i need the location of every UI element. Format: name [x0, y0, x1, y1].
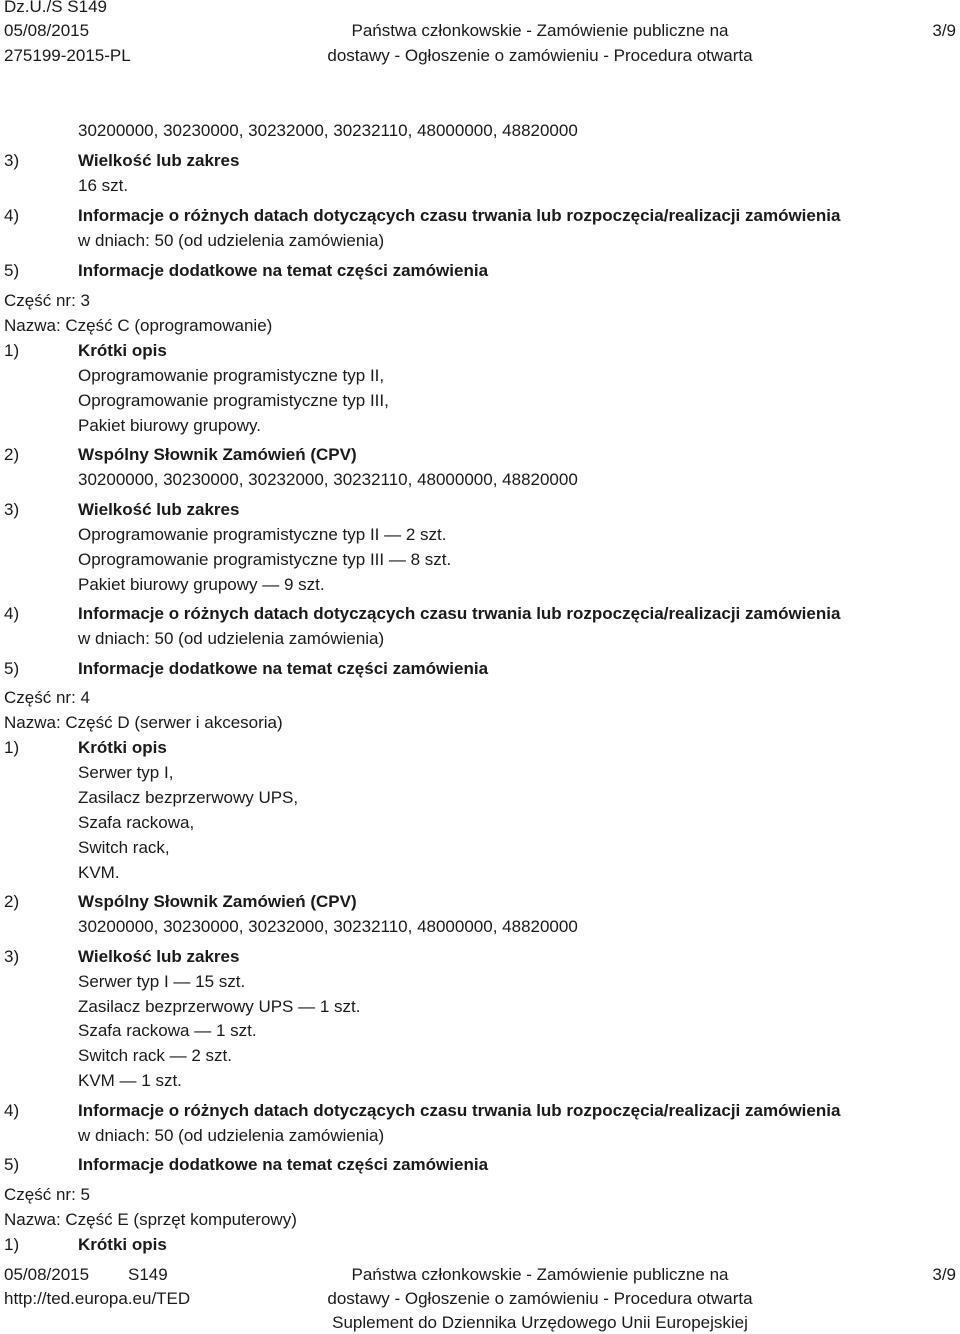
section-number: 4) [4, 1101, 20, 1120]
section-number: 1) [4, 1235, 20, 1254]
body-text: Switch rack — 2 szt. [78, 1046, 232, 1065]
footer-series: S149 [128, 1265, 168, 1284]
footer-url: http://ted.europa.eu/TED [4, 1289, 191, 1308]
section-heading: Wielkość lub zakres [78, 500, 240, 519]
section-number: 3) [4, 947, 20, 966]
section-heading: Informacje dodatkowe na temat części zamówienia [78, 659, 489, 678]
body-text: KVM — 1 szt. [78, 1071, 182, 1090]
section-heading: Wielkość lub zakres [78, 947, 240, 966]
body-text: w dniach: 50 (od udzielenia zamówienia) [78, 1126, 385, 1145]
lot-number: Część nr: 5 [4, 1185, 90, 1204]
section-heading: Krótki opis [78, 341, 167, 360]
section-heading: Wspólny Słownik Zamówień (CPV) [78, 445, 357, 464]
body-text: Szafa rackowa, [78, 813, 195, 832]
section-heading: Krótki opis [78, 1235, 167, 1254]
footer-title-line-1: Państwa członkowskie - Zamówienie publiczne na [351, 1265, 729, 1284]
section-number: 1) [4, 738, 20, 757]
section-number: 3) [4, 500, 20, 519]
cpv-codes: 30200000, 30230000, 30232000, 30232110, 48000000, 48820000 [78, 121, 578, 140]
section-number: 5) [4, 261, 20, 280]
body-text: Oprogramowanie programistyczne typ II, [78, 366, 385, 385]
body-text: w dniach: 50 (od udzielenia zamówienia) [78, 231, 385, 250]
section-number: 5) [4, 659, 20, 678]
footer-date: 05/08/2015 [4, 1265, 90, 1284]
section-heading: Informacje dodatkowe na temat części zamówienia [78, 1155, 489, 1174]
section-heading: Wielkość lub zakres [78, 151, 240, 170]
section-heading: Informacje dodatkowe na temat części zamówienia [78, 261, 489, 280]
lot-number: Część nr: 4 [4, 688, 90, 707]
body-text: Pakiet biurowy grupowy. [78, 416, 261, 435]
section-number: 4) [4, 604, 20, 623]
footer-page-number: 3/9 [932, 1265, 956, 1284]
body-text: KVM. [78, 863, 120, 882]
footer-supplement: Suplement do Dziennika Urzędowego Unii Europejskiej [332, 1313, 748, 1332]
footer-title-line-2: dostawy - Ogłoszenie o zamówieniu - Procedura otwarta [327, 1289, 753, 1308]
section-number: 2) [4, 892, 20, 911]
body-text: Oprogramowanie programistyczne typ III — 8 szt. [78, 550, 452, 569]
header-title-line-1: Państwa członkowskie - Zamówienie publiczne na [351, 21, 729, 40]
section-heading: Informacje o różnych datach dotyczących czasu trwania lub rozpoczęcia/realizacji zamówienia [78, 206, 841, 225]
body-text: 16 szt. [78, 176, 129, 195]
section-number: 4) [4, 206, 20, 225]
notice-number: 275199-2015-PL [4, 46, 131, 65]
body-text: Zasilacz bezprzerwowy UPS, [78, 788, 299, 807]
section-number: 1) [4, 341, 20, 360]
section-heading: Informacje o różnych datach dotyczących czasu trwania lub rozpoczęcia/realizacji zamówienia [78, 1101, 841, 1120]
body-text: Serwer typ I — 15 szt. [78, 972, 246, 991]
body-text: Switch rack, [78, 838, 170, 857]
section-heading: Wspólny Słownik Zamówień (CPV) [78, 892, 357, 911]
section-heading: Krótki opis [78, 738, 167, 757]
journal-reference: Dz.U./S S149 [4, 0, 107, 16]
section-number: 3) [4, 151, 20, 170]
cpv-codes: 30200000, 30230000, 30232000, 30232110, 48000000, 48820000 [78, 470, 578, 489]
section-number: 2) [4, 445, 20, 464]
body-text: Zasilacz bezprzerwowy UPS — 1 szt. [78, 997, 361, 1016]
header-title-line-2: dostawy - Ogłoszenie o zamówieniu - Procedura otwarta [327, 46, 753, 65]
body-text: Pakiet biurowy grupowy — 9 szt. [78, 575, 325, 594]
page-number: 3/9 [932, 21, 956, 40]
body-text: Szafa rackowa — 1 szt. [78, 1021, 257, 1040]
lot-name: Nazwa: Część E (sprzęt komputerowy) [4, 1210, 297, 1229]
body-text: Oprogramowanie programistyczne typ II — 2 szt. [78, 525, 447, 544]
lot-number: Część nr: 3 [4, 291, 90, 310]
cpv-codes: 30200000, 30230000, 30232000, 30232110, 48000000, 48820000 [78, 917, 578, 936]
lot-name: Nazwa: Część D (serwer i akcesoria) [4, 713, 283, 732]
section-heading: Informacje o różnych datach dotyczących czasu trwania lub rozpoczęcia/realizacji zamówienia [78, 604, 841, 623]
body-text: w dniach: 50 (od udzielenia zamówienia) [78, 629, 385, 648]
body-text: Oprogramowanie programistyczne typ III, [78, 391, 389, 410]
publication-date: 05/08/2015 [4, 21, 90, 40]
lot-name: Nazwa: Część C (oprogramowanie) [4, 316, 273, 335]
section-number: 5) [4, 1155, 20, 1174]
body-text: Serwer typ I, [78, 763, 174, 782]
